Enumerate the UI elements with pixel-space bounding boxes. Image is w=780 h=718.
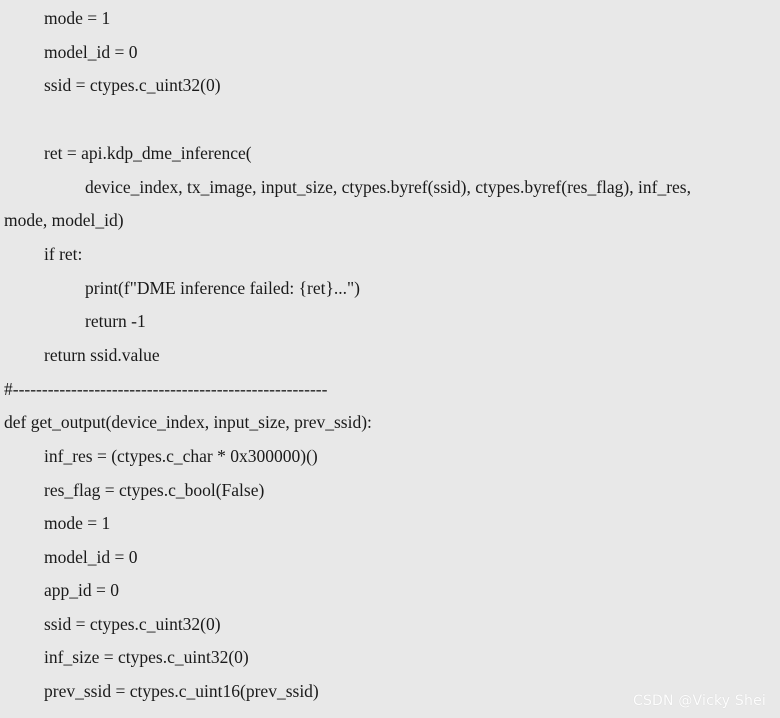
code-line: app_id = 0 bbox=[44, 580, 119, 600]
code-line: inf_size = ctypes.c_uint32(0) bbox=[44, 647, 249, 667]
code-line: device_index, tx_image, input_size, ctypes.byref(ssid), ctypes.byref(res_flag), inf_res, bbox=[85, 177, 691, 197]
watermark: CSDN @Vicky Shei bbox=[632, 693, 766, 709]
code-comment-separator: #------------------------------------------------------ bbox=[4, 379, 328, 399]
code-line: if ret: bbox=[44, 244, 83, 264]
code-line: print(f"DME inference failed: {ret}...") bbox=[85, 278, 361, 298]
code-line: mode = 1 bbox=[44, 8, 111, 28]
code-line: mode = 1 bbox=[44, 513, 111, 533]
function-definition: def get_output(device_index, input_size, prev_ssid): bbox=[4, 412, 372, 432]
code-line: model_id = 0 bbox=[44, 547, 138, 567]
code-line: res_flag = ctypes.c_bool(False) bbox=[44, 480, 265, 500]
code-line: inf_res = (ctypes.c_char * 0x300000)() bbox=[44, 446, 318, 466]
code-line: return ssid.value bbox=[44, 345, 160, 365]
code-line: prev_ssid = ctypes.c_uint16(prev_ssid) bbox=[44, 681, 319, 701]
code-line: mode, model_id) bbox=[4, 210, 124, 230]
code-line: ret = api.kdp_dme_inference( bbox=[44, 143, 252, 163]
code-line: ssid = ctypes.c_uint32(0) bbox=[44, 614, 221, 634]
code-line: ssid = ctypes.c_uint32(0) bbox=[44, 75, 221, 95]
code-line: return -1 bbox=[85, 311, 146, 331]
code-line: model_id = 0 bbox=[44, 42, 138, 62]
